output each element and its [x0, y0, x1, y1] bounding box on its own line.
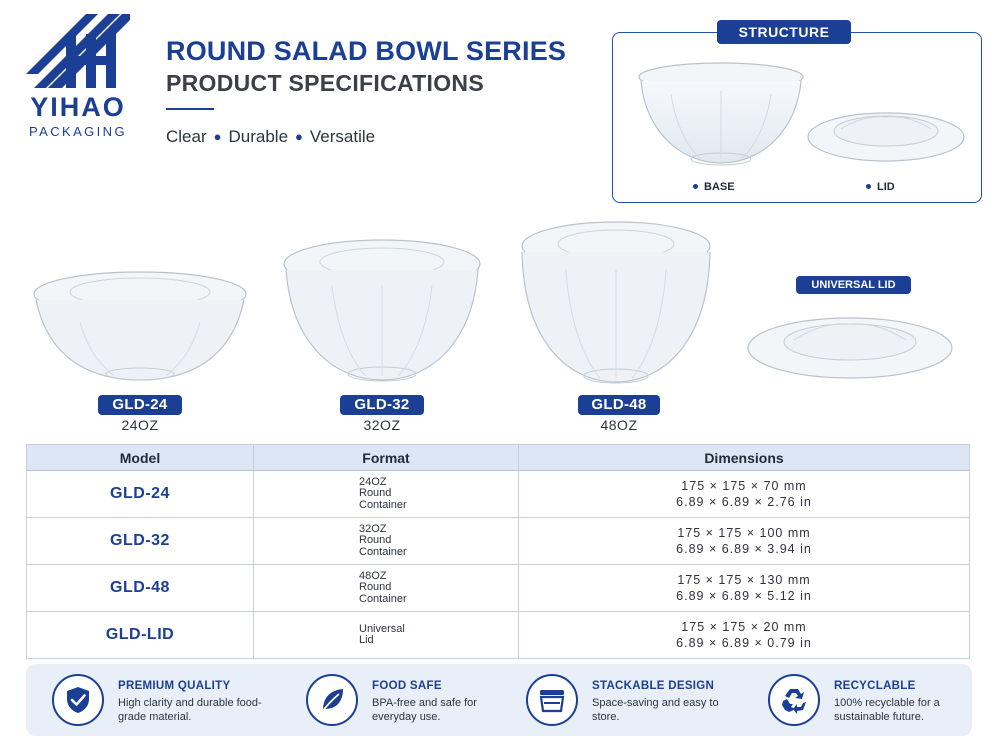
column-header-format: Format: [254, 445, 519, 471]
dim-mm: 175 × 175 × 100 mm: [677, 526, 811, 540]
feature-description: Space-saving and easy to store.: [592, 697, 719, 723]
title-divider: [166, 108, 214, 110]
base-label: BASE: [704, 181, 735, 193]
feature-description: BPA-free and safe for everyday use.: [372, 697, 477, 723]
column-header-dimensions: Dimensions: [519, 445, 970, 471]
universal-lid-badge: UNIVERSAL LID: [796, 276, 911, 294]
feature-title: RECYCLABLE: [834, 680, 916, 692]
base-caption: [693, 181, 735, 193]
cell-dimensions: [519, 565, 970, 612]
features-band: [26, 664, 972, 736]
brand-logo: [18, 14, 138, 144]
feature-title: FOOD SAFE: [372, 680, 442, 692]
bullet-dot: ●: [213, 129, 222, 144]
column-header-model: Model: [27, 445, 254, 471]
cell-model: GLD-24: [27, 471, 254, 518]
page-subtitle: PRODUCT SPECIFICATIONS: [166, 70, 484, 96]
yh-logo-icon: [26, 14, 130, 88]
cell-format: 32OZ Round Container: [254, 518, 519, 565]
lid-caption: [866, 181, 895, 193]
leaf-icon: [306, 674, 358, 726]
tagline-word: Clear: [166, 127, 207, 146]
feature-title: STACKABLE DESIGN: [592, 680, 715, 692]
dim-mm: 175 × 175 × 130 mm: [677, 573, 811, 587]
structure-badge: STRUCTURE: [717, 20, 851, 44]
feature-recyclable: [768, 664, 968, 736]
brand-subtitle: PACKAGING: [29, 124, 127, 139]
bullet-dot: ●: [295, 129, 303, 144]
table-row: [27, 612, 970, 659]
stack-icon: [526, 674, 578, 726]
table-row: [27, 518, 970, 565]
dim-mm: 175 × 175 × 20 mm: [681, 620, 807, 634]
cell-format: Universal Lid: [254, 612, 519, 659]
shield-check-icon: [52, 674, 104, 726]
bullet-dot: [693, 184, 698, 189]
product-size-gld48: 48OZ: [600, 417, 638, 433]
lid-image: [803, 101, 969, 165]
cell-model: GLD-LID: [27, 612, 254, 659]
cell-model: GLD-32: [27, 518, 254, 565]
tagline-word: Versatile: [309, 127, 376, 146]
bowl-gld24-image: [30, 262, 250, 388]
cell-model: GLD-48: [27, 565, 254, 612]
table-header-row: [27, 445, 970, 471]
feature-stackable-design: [526, 664, 746, 736]
dim-mm: 175 × 175 × 70 mm: [681, 479, 807, 493]
cell-format: 48OZ Round Container: [254, 565, 519, 612]
feature-premium-quality: [52, 664, 262, 736]
recycle-icon: [768, 674, 820, 726]
dim-in: 6.89 × 6.89 × 0.79 in: [676, 636, 812, 650]
cell-dimensions: [519, 612, 970, 659]
product-badge-gld32: GLD-32: [340, 395, 424, 415]
structure-panel: [612, 32, 982, 203]
universal-lid-image: [744, 306, 956, 382]
lid-label: LID: [877, 181, 895, 193]
table-row: [27, 471, 970, 518]
feature-description: 100% recyclable for a sustainable future.: [834, 697, 940, 723]
feature-description: High clarity and durable food-grade material.: [118, 697, 262, 723]
spec-table: [26, 444, 970, 659]
dim-in: 6.89 × 6.89 × 3.94 in: [676, 542, 812, 556]
dim-in: 6.89 × 6.89 × 2.76 in: [676, 495, 812, 509]
feature-food-safe: [306, 664, 506, 736]
product-size-gld24: 24OZ: [121, 417, 159, 433]
bowl-base-image: [631, 59, 811, 179]
bowl-gld48-image: [518, 218, 714, 388]
product-size-gld32: 32OZ: [363, 417, 401, 433]
dim-in: 6.89 × 6.89 × 5.12 in: [676, 589, 812, 603]
page-title: ROUND SALAD BOWL SERIES: [166, 36, 567, 66]
bullet-dot: [866, 184, 871, 189]
product-badge-gld48: GLD-48: [578, 395, 660, 415]
tagline: [166, 127, 375, 147]
tagline-word: Durable: [228, 127, 289, 146]
cell-format: 24OZ Round Container: [254, 471, 519, 518]
bowl-gld32-image: [280, 236, 484, 386]
table-row: [27, 565, 970, 612]
feature-title: PREMIUM QUALITY: [118, 680, 231, 692]
cell-dimensions: [519, 471, 970, 518]
product-badge-gld24: GLD-24: [98, 395, 182, 415]
cell-dimensions: [519, 518, 970, 565]
brand-name: YIHAO: [30, 92, 126, 122]
